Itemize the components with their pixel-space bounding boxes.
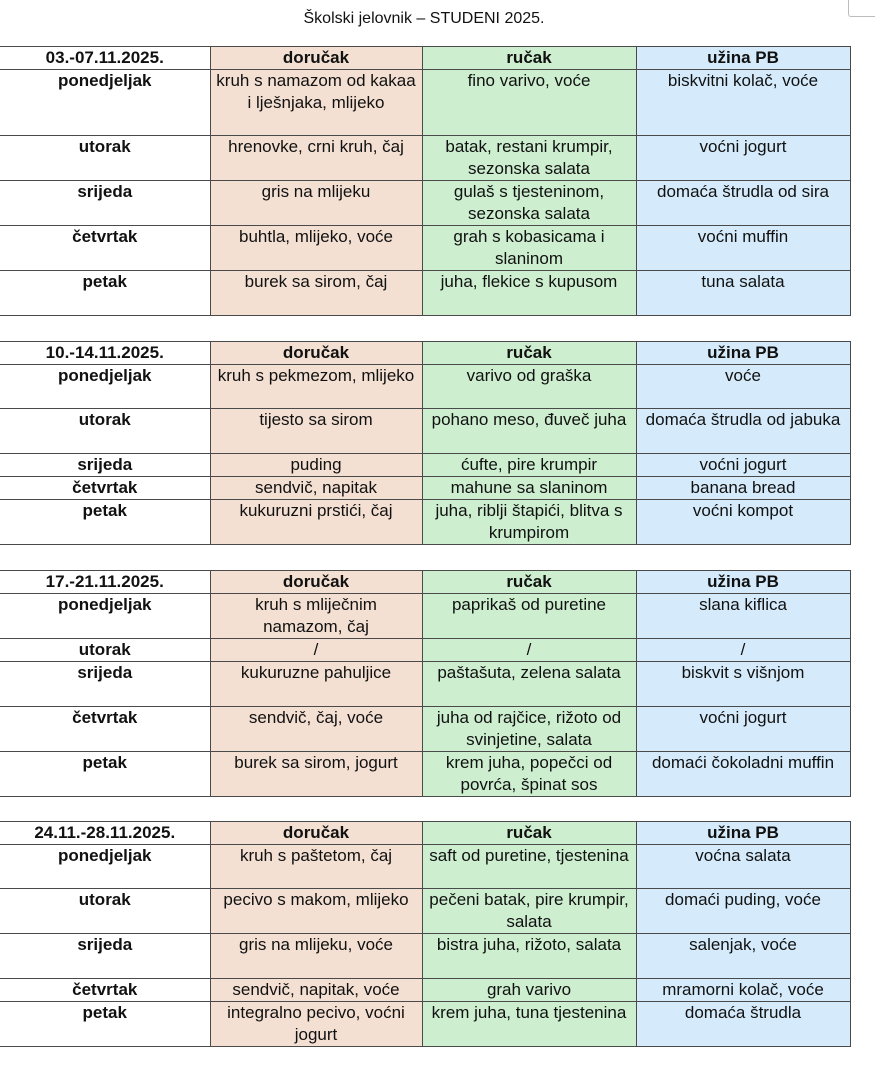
breakfast-cell: puding [210, 454, 422, 477]
snack-cell: voćna salata [636, 845, 850, 889]
day-row [0, 409, 850, 454]
lunch-cell: fino varivo, voće [422, 70, 636, 136]
day-name: utorak [0, 889, 210, 934]
header-lunch: ručak [422, 822, 636, 845]
header-breakfast: doručak [210, 47, 422, 70]
day-row [0, 639, 850, 662]
snack-cell: voćni muffin [636, 226, 850, 271]
header-lunch: ručak [422, 47, 636, 70]
snack-cell: domaća štrudla od jabuka [636, 409, 850, 454]
header-lunch: ručak [422, 342, 636, 365]
breakfast-cell: hrenovke, crni kruh, čaj [210, 136, 422, 181]
day-row [0, 365, 850, 409]
breakfast-cell: sendvič, napitak [210, 477, 422, 500]
day-row [0, 752, 850, 797]
day-row [0, 979, 850, 1002]
lunch-cell: ćufte, pire krumpir [422, 454, 636, 477]
lunch-cell: mahune sa slaninom [422, 477, 636, 500]
lunch-cell: grah s kobasicama i slaninom [422, 226, 636, 271]
snack-cell: banana bread [636, 477, 850, 500]
snack-cell: slana kiflica [636, 594, 850, 639]
day-row [0, 271, 850, 316]
lunch-cell: batak, restani krumpir, sezonska salata [422, 136, 636, 181]
day-name: srijeda [0, 181, 210, 226]
header-snack: užina PB [636, 822, 850, 845]
snack-cell: biskvit s višnjom [636, 662, 850, 707]
header-snack: užina PB [636, 47, 850, 70]
lunch-cell: krem juha, tuna tjestenina [422, 1002, 636, 1047]
breakfast-cell: buhtla, mlijeko, voće [210, 226, 422, 271]
breakfast-cell: tijesto sa sirom [210, 409, 422, 454]
week-table [0, 570, 851, 797]
day-row [0, 181, 850, 226]
lunch-cell: gulaš s tjesteninom, sezonska salata [422, 181, 636, 226]
breakfast-cell: kruh s paštetom, čaj [210, 845, 422, 889]
snack-cell: voćni jogurt [636, 136, 850, 181]
week-date-range: 10.-14.11.2025. [0, 342, 210, 365]
day-row [0, 454, 850, 477]
snack-cell: domaća štrudla od sira [636, 181, 850, 226]
lunch-cell: pohano meso, đuveč juha [422, 409, 636, 454]
day-name: ponedjeljak [0, 365, 210, 409]
header-snack: užina PB [636, 342, 850, 365]
day-name: utorak [0, 639, 210, 662]
page-corner-fold [848, 0, 875, 17]
breakfast-cell: pecivo s makom, mlijeko [210, 889, 422, 934]
snack-cell: domaća štrudla [636, 1002, 850, 1047]
breakfast-cell: burek sa sirom, jogurt [210, 752, 422, 797]
lunch-cell: paštašuta, zelena salata [422, 662, 636, 707]
day-name: srijeda [0, 662, 210, 707]
lunch-cell: varivo od graška [422, 365, 636, 409]
day-row [0, 1002, 850, 1047]
day-name: četvrtak [0, 979, 210, 1002]
header-breakfast: doručak [210, 571, 422, 594]
day-name: petak [0, 500, 210, 545]
day-name: četvrtak [0, 707, 210, 752]
lunch-cell: pečeni batak, pire krumpir, salata [422, 889, 636, 934]
header-breakfast: doručak [210, 822, 422, 845]
lunch-cell: juha, flekice s kupusom [422, 271, 636, 316]
day-name: petak [0, 1002, 210, 1047]
snack-cell: salenjak, voće [636, 934, 850, 979]
lunch-cell: saft od puretine, tjestenina [422, 845, 636, 889]
breakfast-cell: kruh s namazom od kakaa i lješnjaka, mlijeko [210, 70, 422, 136]
snack-cell: / [636, 639, 850, 662]
breakfast-cell: kruh s pekmezom, mlijeko [210, 365, 422, 409]
day-row [0, 594, 850, 639]
snack-cell: domaći puding, voće [636, 889, 850, 934]
breakfast-cell: gris na mlijeku [210, 181, 422, 226]
week-header-row [0, 342, 850, 365]
page-title: Školski jelovnik – STUDENI 2025. [303, 10, 545, 27]
day-name: četvrtak [0, 477, 210, 500]
day-name: ponedjeljak [0, 845, 210, 889]
snack-cell: voćni jogurt [636, 454, 850, 477]
day-name: srijeda [0, 454, 210, 477]
lunch-cell: / [422, 639, 636, 662]
breakfast-cell: integralno pecivo, voćni jogurt [210, 1002, 422, 1047]
header-lunch: ručak [422, 571, 636, 594]
day-name: petak [0, 752, 210, 797]
week-table [0, 821, 851, 1047]
week-header-row [0, 571, 850, 594]
lunch-cell: juha od rajčice, rižoto od svinjetine, salata [422, 707, 636, 752]
day-name: ponedjeljak [0, 70, 210, 136]
week-header-row [0, 822, 850, 845]
day-row [0, 477, 850, 500]
day-row [0, 889, 850, 934]
day-row [0, 845, 850, 889]
day-row [0, 934, 850, 979]
snack-cell: domaći čokoladni muffin [636, 752, 850, 797]
day-row [0, 707, 850, 752]
day-name: utorak [0, 136, 210, 181]
lunch-cell: paprikaš od puretine [422, 594, 636, 639]
snack-cell: voćni jogurt [636, 707, 850, 752]
week-table [0, 46, 851, 316]
day-row [0, 136, 850, 181]
day-name: petak [0, 271, 210, 316]
breakfast-cell: kukuruzne pahuljice [210, 662, 422, 707]
snack-cell: biskvitni kolač, voće [636, 70, 850, 136]
snack-cell: voće [636, 365, 850, 409]
lunch-cell: bistra juha, rižoto, salata [422, 934, 636, 979]
breakfast-cell: sendvič, čaj, voće [210, 707, 422, 752]
week-header-row [0, 47, 850, 70]
lunch-cell: grah varivo [422, 979, 636, 1002]
breakfast-cell: / [210, 639, 422, 662]
snack-cell: tuna salata [636, 271, 850, 316]
day-row [0, 500, 850, 545]
day-row [0, 226, 850, 271]
week-date-range: 24.11.-28.11.2025. [0, 822, 210, 845]
breakfast-cell: gris na mlijeku, voće [210, 934, 422, 979]
header-breakfast: doručak [210, 342, 422, 365]
week-date-range: 17.-21.11.2025. [0, 571, 210, 594]
snack-cell: mramorni kolač, voće [636, 979, 850, 1002]
day-row [0, 662, 850, 707]
breakfast-cell: kukuruzni prstići, čaj [210, 500, 422, 545]
lunch-cell: krem juha, popečci od povrća, špinat sos [422, 752, 636, 797]
breakfast-cell: burek sa sirom, čaj [210, 271, 422, 316]
day-row [0, 70, 850, 136]
breakfast-cell: kruh s mliječnim namazom, čaj [210, 594, 422, 639]
day-name: utorak [0, 409, 210, 454]
week-date-range: 03.-07.11.2025. [0, 47, 210, 70]
week-table [0, 341, 851, 545]
breakfast-cell: sendvič, napitak, voće [210, 979, 422, 1002]
day-name: ponedjeljak [0, 594, 210, 639]
snack-cell: voćni kompot [636, 500, 850, 545]
day-name: srijeda [0, 934, 210, 979]
header-snack: užina PB [636, 571, 850, 594]
lunch-cell: juha, riblji štapići, blitva s krumpirom [422, 500, 636, 545]
day-name: četvrtak [0, 226, 210, 271]
